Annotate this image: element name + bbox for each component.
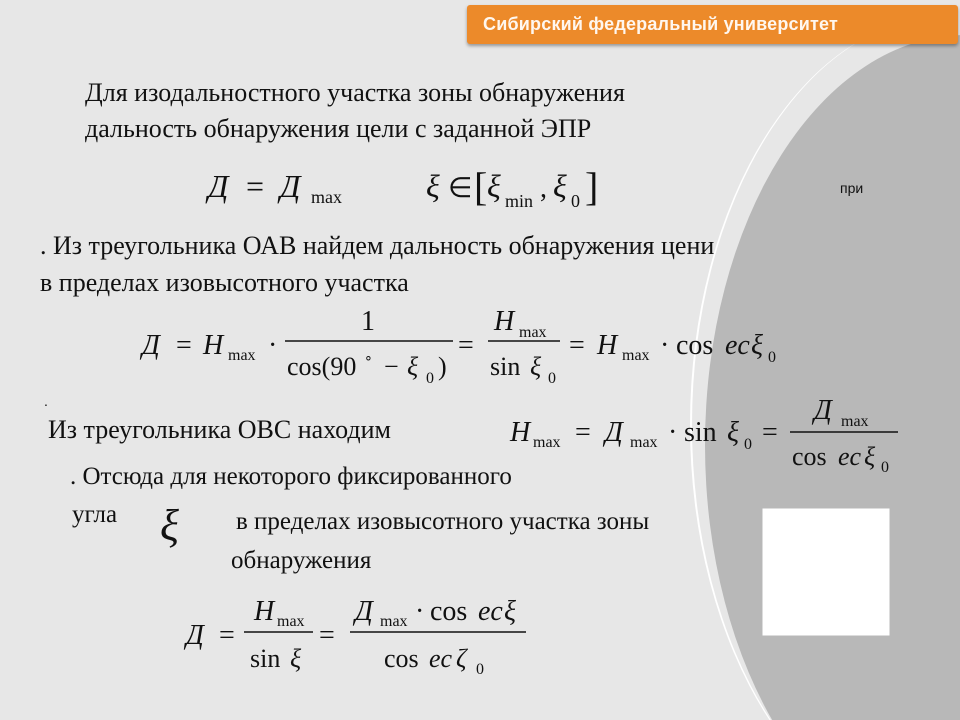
formula-3-ec: ec	[838, 442, 862, 471]
formula-2-H-sub: max	[228, 347, 256, 364]
formula-2-xi: ξ	[407, 352, 419, 381]
formula-5-ec: ec	[478, 596, 503, 627]
formula-3-D2-sub: max	[841, 413, 869, 430]
formula-3-xi2: ξ	[864, 442, 876, 471]
university-title: Сибирский федеральный университет	[483, 14, 839, 34]
paragraph-2-line-2: в пределах изовысотного участка	[40, 268, 409, 297]
paragraph-4-line-1: . Отсюда для некоторого фиксированного	[70, 463, 512, 490]
paragraph-4-line-4: обнаружения	[231, 547, 372, 574]
formula-3-xi-sub: 0	[744, 436, 752, 453]
formula-1-lbracket: [	[474, 164, 488, 209]
formula-2-lhs: Д	[142, 330, 160, 361]
label-pri: при	[840, 180, 864, 196]
formula-2-cos: cos	[676, 330, 714, 361]
formula-1-rhs: Д	[280, 168, 301, 204]
formula-5-H: H	[254, 596, 275, 627]
formula-3-dot: ·	[668, 417, 678, 448]
formula-2-H3-sub: max	[622, 347, 650, 364]
formula-3-xi: ξ	[727, 417, 739, 448]
paragraph-1-line-1: Для изодальностного участка зоны обнаружения	[85, 78, 625, 107]
formula-2-H2-sub: max	[519, 324, 547, 341]
formula-2-dot2: ·	[660, 330, 670, 361]
formula-5-dot: ·	[415, 596, 425, 627]
formula-2-xi2: ξ	[530, 352, 542, 381]
formula-3-eq2: =	[762, 417, 778, 448]
formula-1-sub-0: 0	[571, 191, 580, 211]
formula-2-xi3-sub: 0	[768, 349, 776, 366]
formula-1-eq: =	[246, 168, 265, 204]
formula-2-eq3: =	[569, 330, 585, 361]
formula-2-ec: ec	[725, 330, 750, 361]
formula-2-xi3: ξ	[751, 330, 763, 361]
formula-5-cos2: cos	[384, 644, 419, 673]
formula-2-deg: ∘	[364, 351, 373, 366]
formula-1-xi-0: ξ	[553, 168, 567, 204]
formula-3-eq1: =	[575, 417, 591, 448]
formula-5-sin: sin	[250, 644, 281, 673]
formula-2-eq2: =	[458, 330, 474, 361]
formula-2-close: )	[438, 352, 447, 381]
formula-3-D2: Д	[814, 395, 832, 426]
formula-2-H: H	[203, 330, 224, 361]
formula-3-xi2-sub: 0	[881, 459, 889, 476]
xi-symbol: ξ	[160, 501, 179, 550]
formula-1-xi: ξ	[426, 168, 440, 204]
formula-5-cos: cos	[430, 596, 468, 627]
formula-1-sub-min: min	[505, 191, 534, 211]
formula-5-lhs: Д	[186, 620, 204, 651]
formula-2-dot: ·	[268, 330, 278, 361]
formula-5-H-sub: max	[277, 613, 305, 630]
formula-3-D: Д	[605, 417, 623, 448]
formula-5-D: Д	[355, 596, 373, 627]
formula-2-sin: sin	[490, 352, 521, 381]
formula-1-in: ∈	[448, 173, 473, 204]
formula-1-comma: ,	[540, 173, 547, 204]
formula-5-D-sub: max	[380, 613, 408, 630]
formula-3-H: H	[510, 417, 531, 448]
formula-1-lhs: Д	[208, 168, 229, 204]
formula-1-xi-min: ξ	[487, 168, 501, 204]
formula-5-eq1: =	[219, 620, 235, 651]
paragraph-1-line-2: дальность обнаружения цели с заданной ЭПР	[85, 114, 592, 143]
formula-5-xi: ξ	[290, 644, 302, 673]
formula-5-zeta: ζ	[456, 644, 467, 673]
formula-2-H2: H	[494, 306, 515, 337]
paragraph-4-line-2: угла	[72, 501, 118, 528]
formula-5-zeta-sub: 0	[476, 661, 484, 678]
formula-1-rbracket: ]	[585, 164, 599, 209]
formula-3-cos: cos	[792, 442, 827, 471]
formula-3-H-sub: max	[533, 434, 561, 451]
formula-2-xi2-sub: 0	[548, 370, 556, 387]
formula-5-eq2: =	[319, 620, 335, 651]
formula-2-den: cos(90	[287, 352, 357, 381]
formula-2-xi-sub: 0	[426, 370, 434, 387]
formula-2-num: 1	[361, 306, 375, 337]
formula-3-D-sub: max	[630, 434, 658, 451]
paragraph-4-line-3: в пределах изовысотного участка зоны	[236, 508, 650, 535]
formula-5-ec2: ec	[429, 644, 453, 673]
formula-5-xi2: ξ	[504, 596, 516, 627]
paragraph-2-line-1: . Из треугольника ОАВ найдем дальность обнаружения цени	[40, 231, 715, 260]
small-dot: .	[44, 393, 48, 409]
formula-2-eq1: =	[176, 330, 192, 361]
formula-1-sub: max	[311, 187, 342, 207]
formula-2-minus: −	[384, 352, 399, 381]
paragraph-3: Из треугольника ОВС находим	[48, 415, 392, 444]
formula-2-H3: H	[597, 330, 618, 361]
formula-3-sin: sin	[684, 417, 717, 448]
